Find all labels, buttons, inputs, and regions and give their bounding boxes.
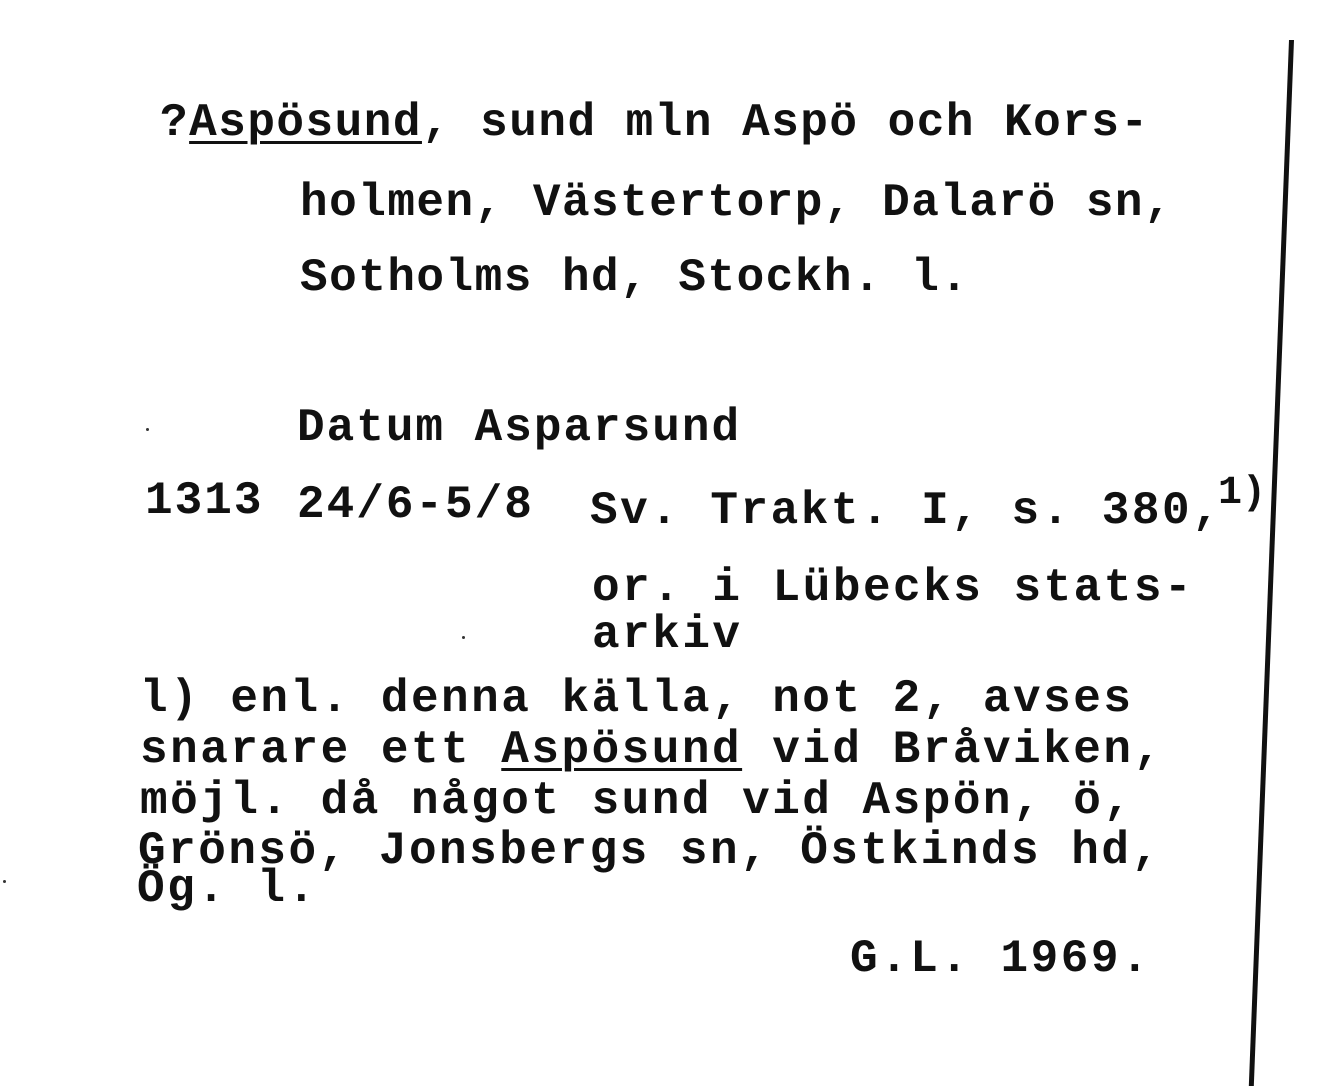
note-line-3: möjl. då något sund vid Aspön, ö,	[140, 775, 1134, 827]
section-heading: Datum Asparsund	[297, 402, 742, 454]
entry-line-3: Sotholms hd, Stockh. l.	[300, 252, 970, 304]
note-line-1: l) enl. denna källa, not 2, avses	[140, 673, 1134, 725]
note-line-4: Grönsö, Jonsbergs sn, Östkinds hd,	[138, 825, 1162, 877]
footnote-mark: 1)	[1218, 471, 1267, 516]
entry-line-2: holmen, Västertorp, Dalarö sn,	[300, 177, 1174, 229]
note-line-2-after: vid Bråviken,	[742, 724, 1164, 776]
record-source: Sv. Trakt. I, s. 380,	[590, 485, 1223, 537]
entry-line-1-rest: , sund mln Aspö och Kors-	[421, 97, 1150, 149]
entry-line-1	[160, 97, 1150, 149]
note-line-2-before: snarare ett	[140, 724, 502, 776]
note-line-5: Ög. l.	[137, 863, 318, 915]
record-source-line-2: or. i Lübecks stats-	[592, 562, 1195, 614]
paper-speck	[146, 428, 149, 431]
note-keyword: Aspösund	[501, 724, 743, 776]
paper-speck	[3, 880, 6, 883]
uncertain-mark: ?	[160, 97, 190, 149]
record-source-line-3: arkiv	[592, 609, 743, 661]
paper-speck	[462, 636, 465, 639]
card-edge-line	[1249, 40, 1294, 1086]
headword: Aspösund	[189, 97, 422, 149]
signature: G.L. 1969.	[850, 933, 1152, 985]
note-line-2	[140, 724, 1164, 776]
record-year: 1313	[145, 475, 264, 527]
record-date: 24/6-5/8	[297, 479, 534, 531]
